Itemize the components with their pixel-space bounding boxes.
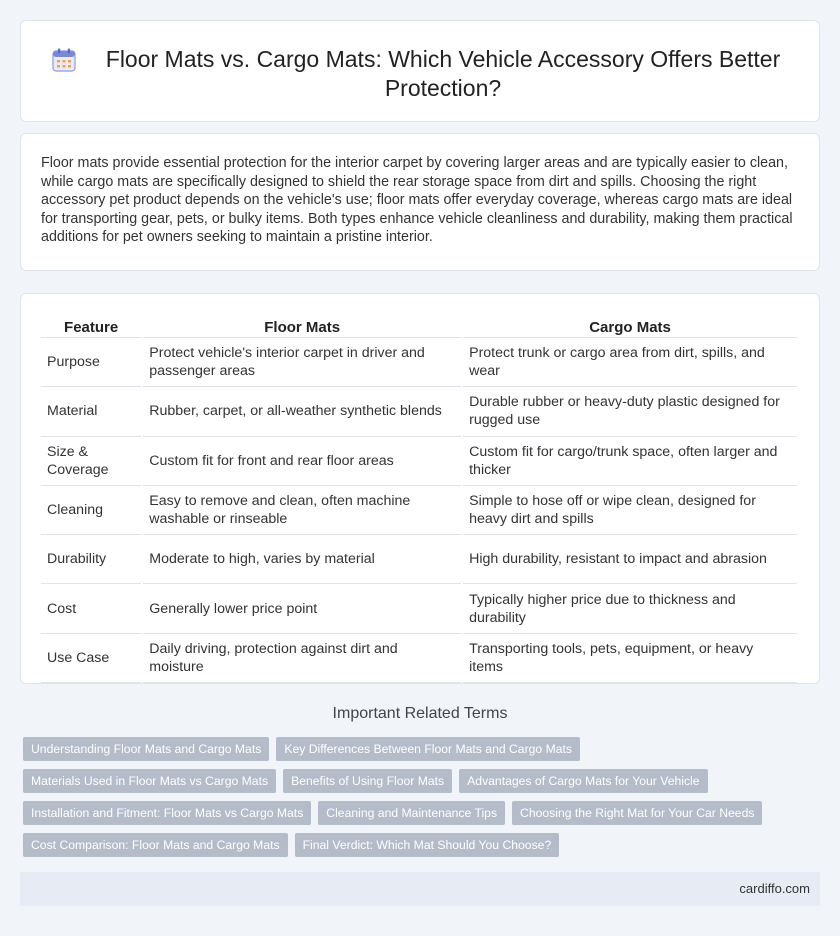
cargo-mats-cell: Protect trunk or cargo area from dirt, spills, and wear: [463, 338, 797, 387]
cargo-mats-cell: Custom fit for cargo/trunk space, often larger and thicker: [463, 437, 797, 486]
column-header-cargo-mats: Cargo Mats: [463, 314, 797, 338]
comparison-table: [39, 314, 799, 683]
floor-mats-cell: Moderate to high, varies by material: [143, 535, 461, 584]
comparison-table-card: [20, 293, 820, 684]
cargo-mats-cell: High durability, resistant to impact and abrasion: [463, 535, 797, 584]
table-row: [41, 634, 797, 683]
related-term-tag[interactable]: Advantages of Cargo Mats for Your Vehicle: [459, 769, 707, 793]
related-term-tag[interactable]: Materials Used in Floor Mats vs Cargo Mats: [23, 769, 276, 793]
column-header-floor-mats: Floor Mats: [143, 314, 461, 338]
floor-mats-cell: Daily driving, protection against dirt and moisture: [143, 634, 461, 683]
column-header-feature: Feature: [41, 314, 141, 338]
table-row: [41, 437, 797, 486]
floor-mats-cell: Custom fit for front and rear floor areas: [143, 437, 461, 486]
row-feature-cell: Cleaning: [41, 486, 141, 535]
cargo-mats-cell: Durable rubber or heavy-duty plastic designed for rugged use: [463, 387, 797, 436]
table-row: [41, 486, 797, 535]
related-term-tag[interactable]: Key Differences Between Floor Mats and Cargo Mats: [276, 737, 580, 761]
related-term-tag[interactable]: Benefits of Using Floor Mats: [283, 769, 452, 793]
footer: [20, 872, 820, 906]
floor-mats-cell: Generally lower price point: [143, 584, 461, 633]
title-card: [20, 20, 820, 122]
floor-mats-cell: Protect vehicle's interior carpet in driver and passenger areas: [143, 338, 461, 387]
row-feature-cell: Material: [41, 387, 141, 436]
table-header-row: [41, 314, 797, 338]
floor-mats-cell: Easy to remove and clean, often machine washable or rinseable: [143, 486, 461, 535]
row-feature-cell: Size & Coverage: [41, 437, 141, 486]
floor-mats-cell: Rubber, carpet, or all-weather synthetic blends: [143, 387, 461, 436]
intro-card: [20, 133, 820, 271]
related-term-tag[interactable]: Cleaning and Maintenance Tips: [318, 801, 505, 825]
cargo-mats-cell: Typically higher price due to thickness and durability: [463, 584, 797, 633]
cargo-mats-cell: Simple to hose off or wipe clean, designed for heavy dirt and spills: [463, 486, 797, 535]
footer-site-link[interactable]: cardiffo.com: [739, 881, 810, 896]
related-term-tag[interactable]: Choosing the Right Mat for Your Car Needs: [512, 801, 762, 825]
related-terms-heading: Important Related Terms: [332, 705, 508, 722]
related-term-tag[interactable]: Cost Comparison: Floor Mats and Cargo Mats: [23, 833, 288, 857]
row-feature-cell: Purpose: [41, 338, 141, 387]
table-row: [41, 584, 797, 633]
page-title: Floor Mats vs. Cargo Mats: Which Vehicle Accessory Offers Better Protection?: [105, 46, 781, 101]
table-row: [41, 387, 797, 436]
row-feature-cell: Cost: [41, 584, 141, 633]
table-row: [41, 338, 797, 387]
intro-paragraph: Floor mats provide essential protection for the interior carpet by covering larger areas and are typically easier to clean, while cargo mats are specifically designed to shield the rear storage space from dirt and spills. Choosing the right accessory pet product depends on the vehicle's use; floor mats offer everyday coverage, whereas cargo mats are ideal for transporting gear, pets, or bulky items. Both types enhance vehicle cleanliness and durability, making them practical additions for pet owners seeking to maintain a pristine interior.: [41, 155, 793, 246]
table-row: [41, 535, 797, 584]
related-term-tag[interactable]: Installation and Fitment: Floor Mats vs Cargo Mats: [23, 801, 311, 825]
related-terms-list: [23, 737, 813, 857]
cargo-mats-cell: Transporting tools, pets, equipment, or heavy items: [463, 634, 797, 683]
related-term-tag[interactable]: Understanding Floor Mats and Cargo Mats: [23, 737, 269, 761]
related-term-tag[interactable]: Final Verdict: Which Mat Should You Choose?: [295, 833, 560, 857]
row-feature-cell: Use Case: [41, 634, 141, 683]
calendar-icon: [51, 47, 77, 73]
row-feature-cell: Durability: [41, 535, 141, 584]
